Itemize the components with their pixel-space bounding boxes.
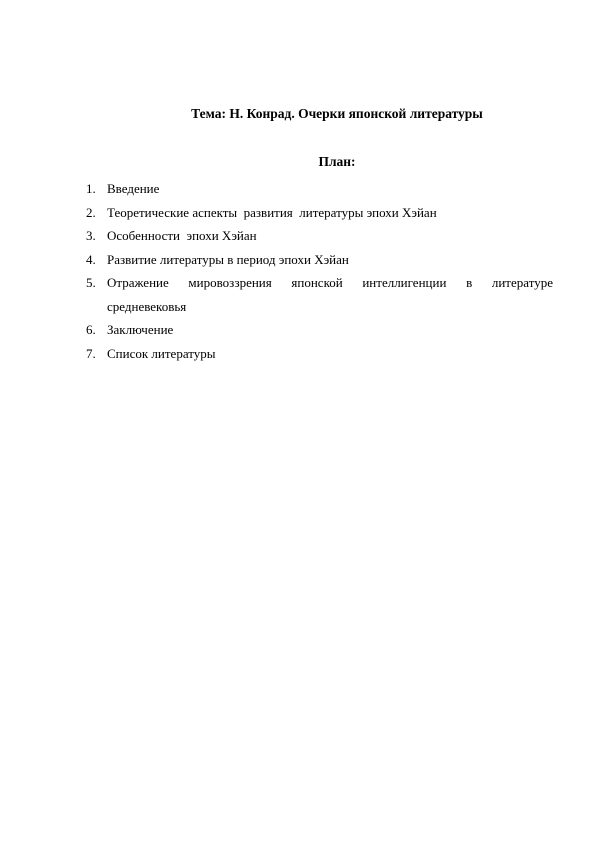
plan-item-word: в: [466, 275, 473, 290]
plan-item-text: Теоретические аспекты развития литературы эпохи Хэйан: [107, 204, 437, 220]
plan-item-word: японской: [291, 275, 343, 290]
document-title: Тема: Н. Конрад. Очерки японской литературы: [191, 106, 483, 121]
plan-item-number: 6.: [86, 322, 96, 337]
plan-item-number: 3.: [86, 228, 96, 243]
plan-item-word: мировоззрения: [188, 275, 272, 290]
plan-item-5: [86, 271, 553, 318]
plan-item-number: 1.: [86, 181, 96, 196]
plan-item-text: Введение: [107, 181, 160, 196]
plan-item-second-line: средневековья: [107, 298, 187, 314]
plan-item-4: [86, 248, 553, 272]
plan-item-first-line: [107, 271, 553, 295]
plan-item-number: 5.: [86, 275, 96, 290]
plan-item-1: [86, 177, 553, 201]
plan-item-word: Отражение: [107, 275, 169, 290]
plan-list: [86, 177, 553, 365]
plan-item-number: 7.: [86, 345, 96, 361]
plan-item-text: Особенности эпохи Хэйан: [107, 228, 257, 243]
plan-item-word: интеллигенции: [362, 275, 447, 290]
plan-item-text: [107, 271, 553, 318]
plan-item-text: Заключение: [107, 322, 174, 337]
plan-item-text: Список литературы: [107, 345, 216, 361]
plan-heading: План:: [318, 154, 356, 169]
plan-item-number: 2.: [86, 204, 96, 220]
plan-item-2: [86, 201, 553, 225]
plan-item-7: [86, 342, 553, 366]
plan-item-text: Развитие литературы в период эпохи Хэйан: [107, 251, 349, 267]
plan-item-number: 4.: [86, 251, 96, 267]
plan-item-3: [86, 224, 553, 248]
plan-item-6: [86, 318, 553, 342]
plan-item-word: литературе: [491, 275, 553, 290]
